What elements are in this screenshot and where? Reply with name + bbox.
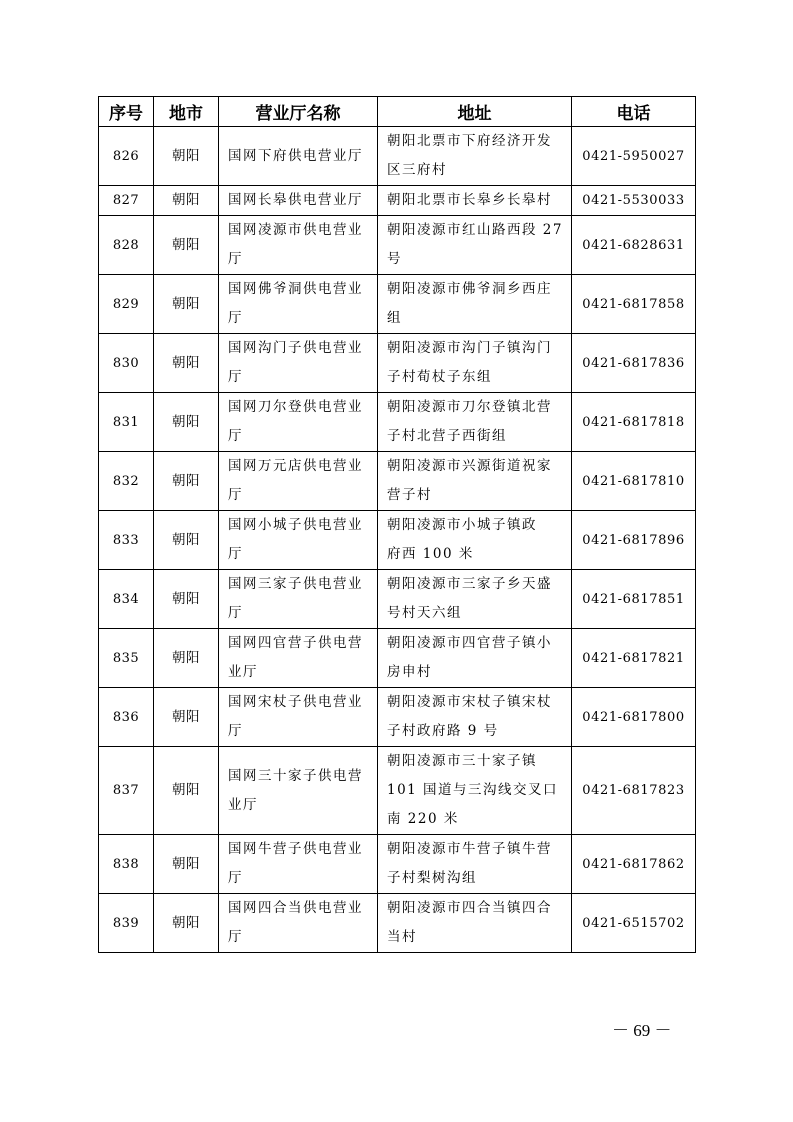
- cell-address-line: 朝阳凌源市刀尔登镇北营: [387, 399, 552, 415]
- page-number: － 69 －: [612, 1021, 672, 1040]
- cell-address-line: 朝阳凌源市佛爷洞乡西庄: [387, 281, 552, 297]
- cell-address: [378, 570, 572, 629]
- cell-hall-name: [219, 127, 378, 186]
- cell-serial-number: 838: [99, 835, 154, 894]
- cell-address: [378, 393, 572, 452]
- cell-hall-name-line: 国网小城子供电营业: [228, 517, 363, 533]
- cell-phone: 0421-6817821: [572, 629, 696, 688]
- cell-hall-name-line: 国网佛爷洞供电营业: [228, 281, 363, 297]
- cell-address-line: 101 国道与三沟线交叉口: [387, 782, 559, 798]
- cell-address-line: 朝阳北票市长皋乡长皋村: [387, 192, 552, 208]
- cell-phone: 0421-6515702: [572, 894, 696, 953]
- cell-hall-name-line: 国网万元店供电营业: [228, 458, 363, 474]
- cell-address: [378, 511, 572, 570]
- cell-hall-name: [219, 511, 378, 570]
- cell-address: [378, 127, 572, 186]
- cell-address: [378, 835, 572, 894]
- cell-address-line: 府西 100 米: [387, 546, 474, 562]
- cell-hall-name: [219, 747, 378, 835]
- cell-phone: 0421-6817823: [572, 747, 696, 835]
- cell-city: 朝阳: [154, 511, 219, 570]
- cell-phone: 0421-6828631: [572, 216, 696, 275]
- table-row: [99, 511, 696, 570]
- cell-hall-name-line: 厅: [228, 428, 243, 444]
- cell-address: [378, 747, 572, 835]
- cell-hall-name: [219, 629, 378, 688]
- cell-hall-name-line: 国网三十家子供电营: [228, 767, 363, 784]
- cell-hall-name-line: 业厅: [228, 796, 258, 813]
- cell-address: [378, 894, 572, 953]
- header-hall-name: 营业厅名称: [219, 97, 378, 127]
- header-city: 地市: [154, 97, 219, 127]
- table-row: [99, 186, 696, 216]
- cell-hall-name: [219, 186, 378, 216]
- cell-phone: 0421-6817800: [572, 688, 696, 747]
- cell-address-line: 子村北营子西街组: [387, 428, 507, 444]
- cell-address-line: 朝阳凌源市小城子镇政: [387, 517, 537, 533]
- cell-hall-name-line: 国网牛营子供电营业: [228, 841, 363, 857]
- cell-hall-name-line: 厅: [228, 369, 243, 385]
- table-row: [99, 393, 696, 452]
- cell-hall-name-line: 国网下府供电营业厅: [228, 147, 363, 164]
- cell-address-line: 朝阳凌源市四合当镇四合: [387, 900, 552, 916]
- cell-address: [378, 216, 572, 275]
- cell-serial-number: 832: [99, 452, 154, 511]
- cell-address: [378, 334, 572, 393]
- cell-city: 朝阳: [154, 747, 219, 835]
- table-row: [99, 334, 696, 393]
- cell-address: [378, 688, 572, 747]
- table-row: [99, 629, 696, 688]
- cell-hall-name-line: 厅: [228, 605, 243, 621]
- table-row: [99, 216, 696, 275]
- table-body: [99, 127, 696, 953]
- cell-address-line: 子村梨树沟组: [387, 870, 477, 886]
- cell-serial-number: 837: [99, 747, 154, 835]
- table-row: [99, 570, 696, 629]
- cell-hall-name-line: 国网刀尔登供电营业: [228, 399, 363, 415]
- cell-hall-name-line: 厅: [228, 546, 243, 562]
- cell-city: 朝阳: [154, 570, 219, 629]
- cell-phone: 0421-6817818: [572, 393, 696, 452]
- cell-city: 朝阳: [154, 452, 219, 511]
- table-row: [99, 747, 696, 835]
- cell-hall-name-line: 厅: [228, 310, 243, 326]
- header-phone: 电话: [572, 97, 696, 127]
- cell-address-line: 朝阳凌源市沟门子镇沟门: [387, 340, 552, 356]
- cell-city: 朝阳: [154, 186, 219, 216]
- cell-address: [378, 629, 572, 688]
- cell-address-line: 当村: [387, 929, 417, 945]
- table-row: [99, 894, 696, 953]
- cell-address-line: 朝阳凌源市三家子乡天盛: [387, 576, 552, 592]
- cell-address: [378, 186, 572, 216]
- cell-hall-name-line: 国网三家子供电营业: [228, 576, 363, 592]
- cell-address-line: 号村天六组: [387, 605, 462, 621]
- cell-phone: 0421-6817858: [572, 275, 696, 334]
- service-hall-table-container: [98, 96, 695, 953]
- cell-address: [378, 275, 572, 334]
- cell-address-line: 房申村: [387, 664, 432, 680]
- cell-city: 朝阳: [154, 216, 219, 275]
- cell-phone: 0421-5530033: [572, 186, 696, 216]
- cell-serial-number: 839: [99, 894, 154, 953]
- cell-hall-name-line: 国网四官营子供电营: [228, 635, 363, 651]
- cell-serial-number: 831: [99, 393, 154, 452]
- cell-address-line: 营子村: [387, 487, 432, 503]
- cell-hall-name-line: 厅: [228, 251, 243, 267]
- cell-address: [378, 452, 572, 511]
- cell-serial-number: 827: [99, 186, 154, 216]
- cell-city: 朝阳: [154, 275, 219, 334]
- cell-address-line: 朝阳凌源市宋杖子镇宋杖: [387, 694, 552, 710]
- cell-hall-name: [219, 216, 378, 275]
- cell-address-line: 子村政府路 9 号: [387, 723, 499, 739]
- cell-address-line: 区三府村: [387, 162, 447, 178]
- cell-address-line: 朝阳凌源市红山路西段 27: [387, 222, 563, 238]
- cell-phone: 0421-6817810: [572, 452, 696, 511]
- header-serial-number: 序号: [99, 97, 154, 127]
- cell-hall-name: [219, 688, 378, 747]
- cell-address-line: 朝阳凌源市三十家子镇: [387, 753, 537, 769]
- cell-hall-name-line: 国网宋杖子供电营业: [228, 694, 363, 710]
- table-row: [99, 688, 696, 747]
- cell-hall-name-line: 厅: [228, 929, 243, 945]
- cell-serial-number: 835: [99, 629, 154, 688]
- cell-phone: 0421-5950027: [572, 127, 696, 186]
- cell-phone: 0421-6817862: [572, 835, 696, 894]
- table-row: [99, 835, 696, 894]
- cell-hall-name: [219, 570, 378, 629]
- cell-hall-name-line: 国网沟门子供电营业: [228, 340, 363, 356]
- cell-hall-name-line: 国网凌源市供电营业: [228, 222, 363, 238]
- cell-serial-number: 826: [99, 127, 154, 186]
- cell-city: 朝阳: [154, 688, 219, 747]
- cell-hall-name-line: 国网四合当供电营业: [228, 900, 363, 916]
- cell-hall-name-line: 厅: [228, 487, 243, 503]
- table-row: [99, 275, 696, 334]
- cell-address-line: 朝阳凌源市四官营子镇小: [387, 635, 552, 651]
- cell-hall-name: [219, 275, 378, 334]
- table-row: [99, 452, 696, 511]
- cell-city: 朝阳: [154, 334, 219, 393]
- cell-phone: 0421-6817851: [572, 570, 696, 629]
- cell-address-line: 子村荀杖子东组: [387, 369, 492, 385]
- table-row: [99, 127, 696, 186]
- cell-phone: 0421-6817896: [572, 511, 696, 570]
- cell-city: 朝阳: [154, 127, 219, 186]
- cell-hall-name: [219, 393, 378, 452]
- cell-hall-name: [219, 894, 378, 953]
- cell-address-line: 朝阳凌源市牛营子镇牛营: [387, 841, 552, 857]
- cell-serial-number: 829: [99, 275, 154, 334]
- cell-address-line: 南 220 米: [387, 811, 459, 827]
- service-hall-table: [98, 96, 696, 953]
- cell-city: 朝阳: [154, 835, 219, 894]
- cell-hall-name: [219, 334, 378, 393]
- cell-address-line: 号: [387, 251, 402, 267]
- cell-address-line: 朝阳凌源市兴源街道祝家: [387, 458, 552, 474]
- cell-serial-number: 836: [99, 688, 154, 747]
- cell-hall-name-line: 国网长皋供电营业厅: [228, 192, 363, 208]
- cell-city: 朝阳: [154, 629, 219, 688]
- cell-city: 朝阳: [154, 393, 219, 452]
- cell-phone: 0421-6817836: [572, 334, 696, 393]
- table-header-row: [99, 97, 696, 127]
- cell-hall-name-line: 厅: [228, 723, 243, 739]
- cell-hall-name-line: 厅: [228, 870, 243, 886]
- cell-hall-name: [219, 835, 378, 894]
- cell-address-line: 朝阳北票市下府经济开发: [387, 133, 552, 149]
- cell-serial-number: 830: [99, 334, 154, 393]
- cell-serial-number: 828: [99, 216, 154, 275]
- cell-hall-name: [219, 452, 378, 511]
- cell-serial-number: 834: [99, 570, 154, 629]
- cell-address-line: 组: [387, 310, 402, 326]
- cell-serial-number: 833: [99, 511, 154, 570]
- cell-city: 朝阳: [154, 894, 219, 953]
- header-address: 地址: [378, 97, 572, 127]
- cell-hall-name-line: 业厅: [228, 664, 258, 680]
